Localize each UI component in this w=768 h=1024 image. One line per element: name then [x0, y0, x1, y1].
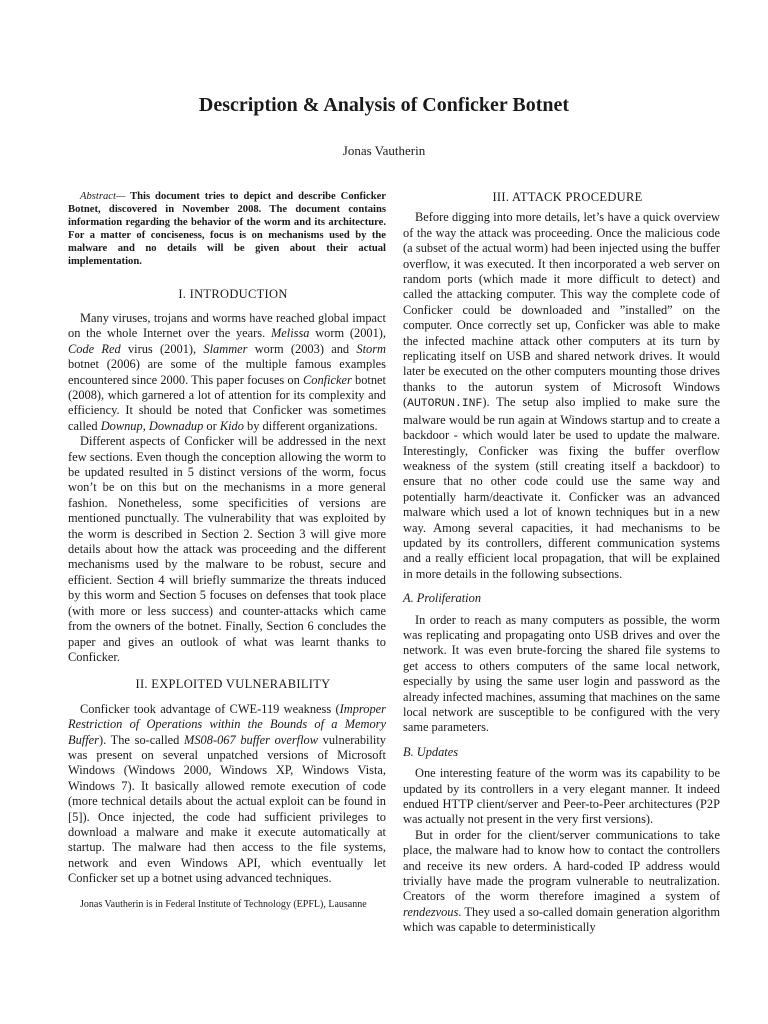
text-run: Before digging into more details, let’s have a quick overview of the way the attack was proceeding. Once the malicious code (a subset of the actual worm) had been injected using the buffer overflow, it was executed. It then incorporated a web server on random ports (which made it more difficult to detect) and called the attacking computer. This way the complete code of Conficker could be downloaded and ”installed” on the computer. Once correctly set up, Conficker was able to make the infected machine attack other computers at its turn by replicating itself on USB and shared network drives. It would later be executed on the other computers mounting those drives thanks to the autorun system of Microsoft Windows (	[403, 210, 720, 410]
updates-paragraph-2	[403, 828, 720, 936]
text-run: worm (2003) and	[247, 341, 357, 356]
abstract-lead: Abstract—	[80, 191, 126, 202]
section-heading-vulnerability: II. EXPLOITED VULNERABILITY	[135, 677, 331, 692]
text-run: by different organizations.	[243, 418, 378, 433]
subsection-heading-updates: B. Updates	[403, 744, 459, 759]
term-melissa: Melissa	[270, 326, 310, 341]
term-conficker: Conficker	[302, 372, 352, 387]
term-ms08-067: MS08-067 buffer overflow	[184, 732, 318, 747]
term-cwe-name: Improper Restriction of Operations within the Bounds of a Memory Buffer	[68, 701, 386, 747]
abstract-text: This document tries to depict and describe Conficker Botnet, discovered in November 2008. The document contains information regarding the behavior of the worm and its architecture. For a matter of conciseness, focus is on mechanisms used by the malware and no details will be given about their actual implementation.	[68, 191, 386, 268]
term-slammer: Slammer	[203, 341, 248, 356]
text-run: Conficker took advantage of CWE-119 weakness (	[80, 701, 340, 716]
text-run: worm (2001),	[309, 326, 387, 341]
term-downadup: Downadup	[148, 418, 204, 433]
paper-author: Jonas Vautherin	[342, 143, 426, 158]
text-run: botnet (2006) are some of the multiple famous examples encountered since 2000. This paper focuses on	[68, 357, 386, 387]
vulnerability-paragraph	[68, 702, 386, 887]
intro-paragraph-2: Different aspects of Conficker will be addressed in the next few sections. Even though the conception allowing the worm to be updated resulted in 5 distinct versions of the worm, focus won’t be on this but on the mechanisms in a more general fashion. Nonetheless, some specificities of versions are mentioned punctually. The vulnerability that was exploited by the worm is described in Section 2. Section 3 will give more details about how the attack was proceeding and the different mechanisms used by the malware to be robust, secure and efficient. Section 4 will briefly summarize the threats induced by this worm and Section 5 focuses on defenses that took place (with more or less success) and counter-attacks which came from the owners of the botnet. Finally, Section 6 concludes the paper and gives an outlook of what was learnt thanks to Conficker.	[68, 434, 386, 664]
term-storm: Storm	[356, 341, 386, 356]
text-run: virus (2001),	[120, 341, 204, 356]
subsection-heading-proliferation: A. Proliferation	[403, 591, 482, 606]
left-column	[68, 190, 386, 911]
text-run: . They used a so-called domain generation algorithm which was capable to deterministically	[403, 904, 720, 935]
proliferation-paragraph: In order to reach as many computers as possible, the worm was replicating and propagating onto USB drives and over the network. It was even brute-forcing the shared file systems to get access to others computers of the same local network, especially by using the same user login and password as the already infected machines, assuming that machines on the same local network are susceptible to be configured with the very same parameters.	[403, 612, 720, 735]
author-footnote: Jonas Vautherin is in Federal Institute of Technology (EPFL), Lausanne	[80, 898, 367, 910]
term-autorun: AUTORUN.INF	[407, 398, 483, 411]
paper-title: Description & Analysis of Conficker Botnet	[198, 94, 570, 116]
text-run: or	[203, 418, 220, 433]
attack-paragraph	[403, 210, 720, 582]
text-run: Many viruses, trojans and worms have reached global impact on the whole Internet over the years.	[68, 310, 386, 341]
text-run: But in order for the client/server communications to take place, the malware had to know how to contact the controllers and receive its new orders. A hard-coded IP address would trivially have made the program vulnerable to neutralization. Creators of the worm therefore imagined a system of	[403, 827, 720, 904]
term-code-red: Code Red	[68, 341, 121, 356]
right-column	[403, 190, 720, 936]
term-kido: Kido	[219, 418, 244, 433]
text-run: botnet (2008), which garnered a lot of attention for its complexity and efficiency. It should be noted that Conficker was sometimes called	[68, 372, 387, 433]
text-run: vulnerability was present on several unpatched versions of Microsoft Windows (Windows 2000, Windows XP, Windows Vista, Windows 7). It basically allowed remote execution of code (more technical details about the actual exploit can be found in [5]). Once injected, the code had sufficient privileges to download a malware and make it execute automatically at startup. The malware had then access to the file systems, network and even Windows API, which eventually let Conficker set up a botnet using advanced techniques.	[68, 732, 386, 886]
text-run: ,	[142, 418, 149, 433]
term-downup: Downup	[100, 418, 143, 433]
text-run: ). The setup also implied to make sure the malware would be run again at Windows startup and to create a backdoor - which would later be used to update the malware. Interestingly, Conficker was fixing the buffer overflow weakness of the system (still creating itself a backdoor) to ensure that no other code could use the same way and potentially harm/deactivate it. Conficker was an advanced malware which used a lot of known techniques but in a new way. Among several capacities, it had mechanisms to be updated by its controllers, different communication systems and a really efficient local propagation, that will be explained in more details in the following subsections.	[403, 395, 720, 581]
section-heading-attack: III. ATTACK PROCEDURE	[492, 190, 643, 204]
term-rendezvous: rendezvous	[403, 904, 459, 919]
abstract	[68, 190, 386, 269]
text-run: ). The so-called	[98, 732, 185, 747]
updates-paragraph-1: One interesting feature of the worm was its capability to be updated by its controllers in a very elegant manner. It indeed endued HTTP client/server and Peer-to-Peer architectures (P2P was actually not present in the very first versions).	[403, 766, 720, 827]
section-heading-introduction: I. INTRODUCTION	[178, 286, 288, 301]
intro-paragraph-1	[68, 311, 386, 434]
